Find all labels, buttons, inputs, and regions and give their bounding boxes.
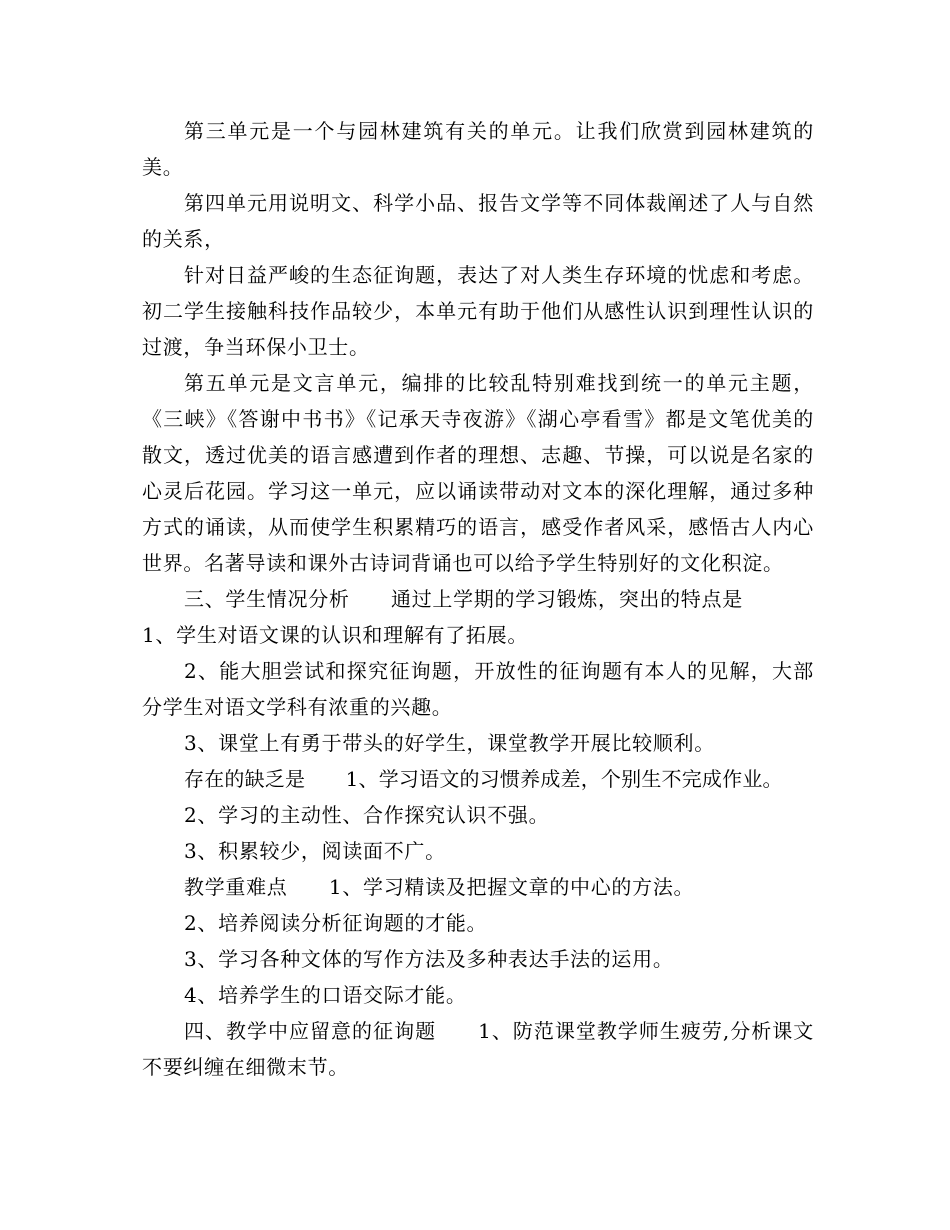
weakness-item-3: 3、积累较少，阅读面不广。 xyxy=(184,839,446,863)
strength-item-3: 3、课堂上有勇于带头的好学生，课堂教学开展比较顺利。 xyxy=(184,731,715,755)
key-points-heading: 教学重难点 1、学习精读及把握文章的中心的方法。 xyxy=(184,875,695,899)
paragraph-unit-three: 第三单元是一个与园林建筑有关的单元。让我们欣赏到园林建筑的美。 xyxy=(142,119,814,179)
paragraph-unit-four: 第四单元用说明文、科学小品、报告文学等不同体裁阐述了人与自然的关系， xyxy=(142,191,814,251)
strength-item-2: 2、能大胆尝试和探究征询题，开放性的征询题有本人的见解，大部分学生对语文学科有浓重的兴趣。 xyxy=(142,659,814,719)
strength-item-1: 1、学生对语文课的认识和理解有了拓展。 xyxy=(142,623,529,647)
weakness-heading: 存在的缺乏是 1、学习语文的习惯养成差，个别生不完成作业。 xyxy=(184,767,783,791)
weakness-item-2: 2、学习的主动性、合作探究认识不强。 xyxy=(184,803,550,827)
paragraph-unit-five: 第五单元是文言单元，编排的比较乱特别难找到统一的单元主题，《三峡》《答谢中书书》《记承天寺夜游》《湖心亭看雪》都是文笔优美的散文，透过优美的语言感遭到作者的理想、志趣、节操，可以说是名家的心灵后花园。学习这一单元，应以诵读带动对文本的深化理解，通过多种方式的诵读，从而使学生积累精巧的语言，感受作者风采，感悟古人内心世界。名著导读和课外古诗词背诵也可以给予学生特别好的文化积淀。 xyxy=(142,371,814,575)
key-point-item-2: 2、培养阅读分析征询题的才能。 xyxy=(184,911,488,935)
section-heading-teaching-issues: 四、教学中应留意的征询题 1、防范课堂教学师生疲劳,分析课文不要纠缠在细微末节。 xyxy=(142,1019,814,1079)
paragraph-ecology: 针对日益严峻的生态征询题，表达了对人类生存环境的忧虑和考虑。初二学生接触科技作品较少，本单元有助于他们从感性认识到理性认识的过渡，争当环保小卫士。 xyxy=(142,263,814,359)
key-point-item-4: 4、培养学生的口语交际才能。 xyxy=(184,983,467,1007)
section-heading-student-analysis: 三、学生情况分析 通过上学期的学习锻炼，突出的特点是 xyxy=(184,587,743,611)
document-body xyxy=(142,113,814,1085)
key-point-item-3: 3、学习各种文体的写作方法及多种表达手法的运用。 xyxy=(184,947,674,971)
